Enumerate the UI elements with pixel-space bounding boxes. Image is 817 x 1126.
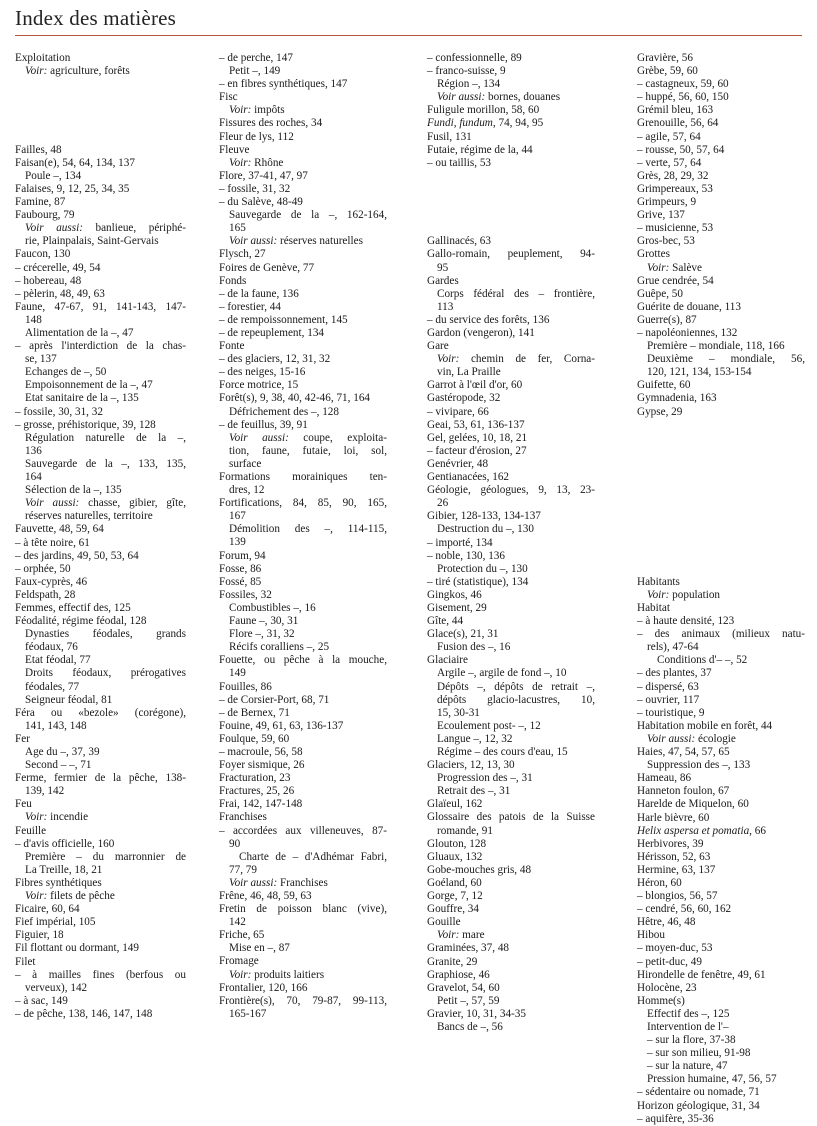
- index-entry: – cendré, 56, 60, 162: [637, 903, 732, 916]
- index-entry: – de rempoissonnement, 145: [219, 313, 348, 326]
- index-entry: Gravière, 56: [637, 52, 693, 64]
- index-entry: Gingkos, 46: [427, 588, 482, 601]
- index-entry: – facteur d'érosion, 27: [427, 444, 527, 457]
- index-entry: – d'avis officielle, 160: [15, 837, 115, 850]
- index-subentry: Voir: filets de pêche: [25, 890, 115, 903]
- index-subentry: 142: [229, 916, 246, 929]
- index-subentry: Retrait des –, 31: [437, 785, 511, 798]
- index-entry: Fil flottant ou dormant, 149: [15, 942, 139, 955]
- index-subentry: Sauvegarde de la –, 162-164,: [229, 209, 387, 222]
- title-rule: [15, 35, 802, 36]
- index-entry: – des jardins, 49, 50, 53, 64: [15, 549, 139, 562]
- index-subentry: Conditions d'– –, 52: [657, 654, 748, 667]
- index-entry: – des animaux (milieux natu-: [637, 628, 805, 641]
- index-entry: Fouilles, 86: [219, 680, 272, 693]
- index-entry: Gluaux, 132: [427, 850, 483, 863]
- index-subentry: Voir: Rhône: [229, 156, 284, 169]
- index-entry: – fossile, 31, 32: [219, 182, 291, 195]
- index-entry: Foulque, 59, 60: [219, 732, 290, 745]
- index-entry: – fossile, 30, 31, 32: [15, 405, 103, 418]
- index-entry: – à mailles fines (berfous ou: [15, 968, 186, 981]
- index-subentry: Deuxième – mondiale, 56,: [647, 353, 805, 366]
- index-entry: Fouette, ou pêche à la mouche,: [219, 654, 387, 667]
- index-subentry: Combustibles –, 16: [229, 601, 316, 614]
- index-entry: – de repeuplement, 134: [219, 326, 325, 339]
- index-entry: Forêt(s), 9, 38, 40, 42-46, 71, 164: [219, 392, 371, 405]
- index-entry: – tiré (statistique), 134: [427, 575, 529, 588]
- index-subentry: Voir: Salève: [647, 261, 702, 274]
- index-entry: – blongios, 56, 57: [637, 890, 718, 903]
- index-entry: – des neiges, 15-16: [219, 366, 306, 379]
- index-subentry: dres, 12: [229, 484, 265, 497]
- index-subentry: rels), 47-64: [647, 641, 699, 654]
- index-subentry: 113: [437, 300, 454, 313]
- index-entry: – de perche, 147: [219, 52, 293, 64]
- index-entry: Foyer sismique, 26: [219, 759, 305, 772]
- index-entry: Harle bièvre, 60: [637, 811, 710, 824]
- index-subentry: 136: [25, 444, 42, 457]
- index-subentry: Dépôts –, dépôts de retrait –,: [437, 680, 595, 693]
- index-subentry: Effectif des –, 125: [647, 1007, 730, 1020]
- index-entry: Habitants: [637, 575, 680, 588]
- index-entry: Force motrice, 15: [219, 379, 299, 392]
- index-entry: Garrot à l'œil d'or, 60: [427, 379, 523, 392]
- index-subentry: 90: [229, 837, 241, 850]
- index-entry: Gouffre, 34: [427, 903, 479, 916]
- index-subentry: 165: [229, 222, 246, 235]
- index-subentry: Fusion des –, 16: [437, 641, 511, 654]
- index-entry: Fibres synthétiques: [15, 876, 102, 889]
- index-subentry: 15, 30-31: [437, 706, 480, 719]
- index-entry: Grémil bleu, 163: [637, 104, 714, 117]
- index-entry: Helix aspersa et pomatia, 66: [637, 824, 766, 837]
- index-subentry: Seigneur féodal, 81: [25, 693, 113, 706]
- index-subentry: Charte de – d'Adhémar Fabri,: [239, 850, 387, 863]
- index-entry: Glaciaire: [427, 654, 468, 667]
- index-entry: Fromage: [219, 955, 259, 968]
- index-subentry: Progression des –, 31: [437, 772, 533, 785]
- index-subentry: dépôts glacio-lacustres, 10,: [437, 693, 595, 706]
- index-subentry: Régulation naturelle de la –,: [25, 431, 186, 444]
- index-entry: Gros-bec, 53: [637, 235, 695, 248]
- index-entry: Ferme, fermier de la pêche, 138-: [15, 772, 186, 785]
- index-subentry: Voir: agriculture, forêts: [25, 65, 130, 78]
- index-entry: Graphiose, 46: [427, 968, 490, 981]
- index-entry: – musicienne, 53: [637, 222, 714, 235]
- index-entry: – moyen-duc, 53: [637, 942, 713, 955]
- index-entry: Harelde de Miquelon, 60: [637, 798, 749, 811]
- index-entry: – à tête noire, 61: [15, 536, 90, 549]
- index-entry: – du service des forêts, 136: [427, 313, 550, 326]
- index-entry: Fissures des roches, 34: [219, 117, 323, 130]
- index-entry: – huppé, 56, 60, 150: [637, 91, 729, 104]
- index-entry: Geai, 53, 61, 136-137: [427, 418, 525, 431]
- index-subentry: Etat sanitaire de la –, 135: [25, 392, 139, 405]
- index-subentry: Voir: produits laitiers: [229, 968, 325, 981]
- index-subentry: 120, 121, 134, 153-154: [647, 366, 752, 379]
- index-subentry: Petit –, 57, 59: [437, 994, 500, 1007]
- index-entry: – touristique, 9: [637, 706, 705, 719]
- index-subentry: 26: [437, 497, 449, 510]
- index-entry: Exploitation: [15, 52, 71, 64]
- index-subentry: Dynasties féodales, grands: [25, 628, 186, 641]
- index-entry: Forum, 94: [219, 549, 266, 562]
- index-entry: Guêpe, 50: [637, 287, 683, 300]
- index-subentry: Voir aussi: réserves naturelles: [229, 235, 363, 248]
- index-entry: Glace(s), 21, 31: [427, 628, 499, 641]
- index-entry: – napoléoniennes, 132: [637, 326, 738, 339]
- index-subentry: Second – –, 71: [25, 759, 92, 772]
- index-subentry: rie, Plainpalais, Saint-Gervais: [25, 235, 159, 248]
- index-entry: Homme(s): [637, 994, 685, 1007]
- index-entry: Faune, 47-67, 91, 141-143, 147-: [15, 300, 186, 313]
- index-subentry: Suppression des –, 133: [647, 759, 751, 772]
- index-entry: Famine, 87: [15, 196, 66, 209]
- index-entry: Fer: [15, 732, 30, 745]
- index-entry: Flysch, 27: [219, 248, 266, 261]
- index-subentry: Faune –, 30, 31: [229, 615, 299, 628]
- index-entry: Holocène, 23: [637, 981, 697, 994]
- index-entry: Gisement, 29: [427, 601, 487, 614]
- index-entry: Feu: [15, 798, 32, 811]
- index-entry: – du Salève, 48-49: [219, 196, 303, 209]
- index-subentry: Région –, 134: [437, 78, 501, 91]
- index-entry: Frontière(s), 70, 79-87, 99-113,: [219, 994, 387, 1007]
- entry-spacer: [427, 170, 595, 236]
- index-entry: Hérisson, 52, 63: [637, 850, 711, 863]
- index-entry: Grèbe, 59, 60: [637, 65, 698, 78]
- index-subentry: 139: [229, 536, 246, 549]
- index-subentry: Régime – des cours d'eau, 15: [437, 746, 568, 758]
- index-entry: Grottes: [637, 248, 670, 261]
- index-entry: Genévrier, 48: [427, 457, 489, 470]
- index-entry: – confessionnelle, 89: [427, 52, 522, 64]
- index-subentry: féodales, 77: [25, 680, 80, 693]
- index-entry: Gravelot, 54, 60: [427, 981, 500, 994]
- index-subentry: Voir aussi: coupe, exploita-: [229, 431, 387, 444]
- index-entry: Faux-cyprès, 46: [15, 575, 88, 588]
- index-subentry: Corps fédéral des – frontière,: [437, 287, 595, 300]
- index-column-3: [427, 52, 595, 1034]
- index-entry: – sédentaire ou nomade, 71: [637, 1086, 760, 1099]
- index-subentry: Voir: mare: [437, 929, 485, 942]
- index-entry: Gravier, 10, 31, 34-35: [427, 1007, 526, 1020]
- index-entry: Féodalité, régime féodal, 128: [15, 615, 147, 628]
- index-entry: Faubourg, 79: [15, 209, 75, 222]
- page-title: Index des matières: [15, 6, 177, 30]
- index-entry: Gardes: [427, 274, 459, 287]
- index-entry: Gallinacés, 63: [427, 235, 491, 248]
- index-entry: Granite, 29: [427, 955, 478, 968]
- index-entry: Glaïeul, 162: [427, 798, 483, 811]
- index-entry: Horizon géologique, 31, 34: [637, 1099, 760, 1112]
- index-entry: Fractures, 25, 26: [219, 785, 295, 798]
- index-subentry: 77, 79: [229, 863, 257, 876]
- index-subentry: Droits féodaux, prérogatives: [25, 667, 186, 680]
- index-subentry: Défrichement des –, 128: [229, 405, 339, 418]
- index-entry: – macroule, 56, 58: [219, 745, 303, 758]
- index-entry: Faucon, 130: [15, 248, 71, 261]
- index-subentry: tion, faune, futaie, loi, sol,: [229, 444, 387, 457]
- index-entry: – des glaciers, 12, 31, 32: [219, 353, 331, 366]
- index-entry: Fief impérial, 105: [15, 916, 96, 929]
- index-entry: Fosse, 86: [219, 562, 262, 575]
- index-entry: Glossaire des patois de la Suisse: [427, 811, 595, 824]
- index-subentry: Protection du –, 130: [437, 562, 528, 575]
- index-subentry: 165-167: [229, 1007, 267, 1020]
- index-entry: Frêne, 46, 48, 59, 63: [219, 890, 312, 902]
- entry-spacer: [15, 78, 186, 144]
- index-entry: Formations morainiques ten-: [219, 471, 387, 483]
- index-subentry: surface: [229, 457, 262, 470]
- index-subentry: Empoisonnement de la –, 47: [25, 379, 153, 392]
- index-subentry: Voir: chemin de fer, Corna-: [437, 353, 595, 366]
- index-subentry: Première – mondiale, 118, 166: [647, 340, 785, 353]
- index-subentry: Sauvegarde de la –, 133, 135,: [25, 457, 186, 470]
- index-entry: Glaciers, 12, 13, 30: [427, 759, 515, 772]
- index-entry: Hêtre, 46, 48: [637, 916, 696, 929]
- index-subentry: 139, 142: [25, 785, 65, 798]
- index-entry: – à haute densité, 123: [637, 615, 735, 628]
- index-subentry: Voir: impôts: [229, 104, 285, 117]
- index-subentry: Voir: incendie: [25, 811, 89, 824]
- index-subentry: Mise en –, 87: [229, 942, 290, 955]
- index-entry: Figuier, 18: [15, 929, 64, 942]
- index-subentry: Ecoulement post- –, 12: [437, 719, 541, 732]
- index-subentry: Récifs coralliens –, 25: [229, 641, 330, 654]
- index-entry: Hanneton foulon, 67: [637, 785, 730, 798]
- index-subentry: – sur son milieu, 91-98: [647, 1047, 751, 1060]
- index-entry: – noble, 130, 136: [427, 549, 505, 562]
- index-entry: Gobe-mouches gris, 48: [427, 863, 532, 876]
- index-entry: Femmes, effectif des, 125: [15, 601, 131, 614]
- index-subentry: vin, La Praille: [437, 366, 501, 379]
- index-entry: Flore, 37-41, 47, 97: [219, 169, 308, 182]
- index-entry: Haies, 47, 54, 57, 65: [637, 746, 730, 759]
- index-entry: Franchises: [219, 811, 267, 824]
- index-entry: Herbivores, 39: [637, 837, 704, 850]
- index-entry: Frontalier, 120, 166: [219, 981, 308, 994]
- index-entry: – ou taillis, 53: [427, 156, 492, 169]
- index-entry: Failles, 48: [15, 143, 62, 156]
- index-entry: Gare: [427, 340, 449, 353]
- index-subentry: 149: [229, 667, 246, 680]
- index-subentry: romande, 91: [437, 824, 493, 837]
- index-entry: Fusil, 131: [427, 130, 472, 143]
- index-subentry: Petit –, 149: [229, 65, 281, 78]
- index-entry: Goéland, 60: [427, 876, 482, 889]
- index-subentry: Voir: population: [647, 588, 721, 601]
- index-subentry: Intervention de l'–: [647, 1021, 729, 1033]
- index-subentry: Voir aussi: écologie: [647, 732, 736, 745]
- index-subentry: 95: [437, 261, 449, 274]
- index-entry: Fleur de lys, 112: [219, 130, 294, 143]
- index-entry: – ouvrier, 117: [637, 693, 700, 706]
- index-entry: – verte, 57, 64: [637, 156, 702, 169]
- index-entry: – orphée, 50: [15, 562, 71, 575]
- index-subentry: Voir aussi: Franchises: [229, 876, 328, 889]
- index-column-4: [637, 52, 805, 1126]
- index-entry: Grive, 137: [637, 209, 685, 222]
- index-entry: Géologie, géologues, 9, 13, 23-: [427, 484, 595, 497]
- index-subentry: Sélection de la –, 135: [25, 484, 122, 497]
- index-entry: – forestier, 44: [219, 300, 281, 313]
- index-entry: – à sac, 149: [15, 994, 68, 1007]
- index-entry: Frai, 142, 147-148: [219, 798, 303, 811]
- index-entry: Fretin de poisson blanc (vive),: [219, 903, 387, 916]
- index-entry: – des plantes, 37: [637, 667, 712, 680]
- index-entry: – castagneux, 59, 60: [637, 78, 729, 91]
- index-entry: Gorge, 7, 12: [427, 890, 483, 903]
- index-entry: – dispersé, 63: [637, 680, 699, 693]
- index-entry: – après l'interdiction de la chas-: [15, 340, 186, 353]
- index-entry: Gentianacées, 162: [427, 471, 510, 484]
- index-entry: – accordées aux villeneuves, 87-: [219, 824, 387, 837]
- index-subentry: verveux), 142: [25, 981, 88, 994]
- index-entry: – agile, 57, 64: [637, 130, 701, 143]
- index-entry: – pèlerin, 48, 49, 63: [15, 287, 105, 300]
- index-entry: Fonds: [219, 274, 247, 287]
- index-entry: Gîte, 44: [427, 615, 464, 628]
- index-subentry: réserves naturelles, territoire: [25, 510, 153, 523]
- index-entry: Ficaire, 60, 64: [15, 903, 80, 916]
- index-subentry: La Treille, 18, 21: [25, 863, 103, 876]
- index-entry: Gymnadenia, 163: [637, 392, 717, 405]
- index-entry: – en fibres synthétiques, 147: [219, 78, 348, 91]
- index-entry: Feldspath, 28: [15, 588, 76, 601]
- index-entry: – de Bernex, 71: [219, 706, 290, 719]
- index-entry: Fuligule morillon, 58, 60: [427, 104, 540, 117]
- index-entry: – de la faune, 136: [219, 287, 299, 300]
- index-entry: Habitation mobile en forêt, 44: [637, 719, 773, 732]
- index-subentry: 167: [229, 510, 246, 523]
- index-entry: Graminées, 37, 48: [427, 942, 510, 955]
- index-entry: Friche, 65: [219, 929, 265, 942]
- index-entry: Fossé, 85: [219, 575, 262, 588]
- index-subentry: 148: [25, 313, 42, 326]
- index-entry: Fouine, 49, 61, 63, 136-137: [219, 719, 344, 732]
- index-column-1: [15, 52, 186, 1021]
- index-entry: Filet: [15, 955, 36, 968]
- index-entry: Gallo-romain, peuplement, 94-: [427, 248, 595, 261]
- index-subentry: Etat féodal, 77: [25, 654, 91, 667]
- index-subentry: – sur la flore, 37-38: [647, 1034, 736, 1047]
- index-entry: – aquifère, 35-36: [637, 1112, 714, 1125]
- index-entry: Guérite de douane, 113: [637, 300, 741, 313]
- index-subentry: se, 137: [25, 353, 57, 366]
- index-entry: Fauvette, 48, 59, 64: [15, 523, 104, 536]
- index-subentry: 164: [25, 471, 42, 484]
- index-subentry: 141, 143, 148: [25, 719, 87, 732]
- index-entry: Gardon (vengeron), 141: [427, 327, 535, 339]
- index-entry: – importé, 134: [427, 536, 493, 549]
- index-subentry: Poule –, 134: [25, 169, 82, 182]
- index-entry: – crécerelle, 49, 54: [15, 261, 101, 274]
- index-entry: – vivipare, 66: [427, 405, 489, 418]
- index-subentry: Voir aussi: bornes, douanes: [437, 91, 561, 104]
- index-entry: – de pêche, 138, 146, 147, 148: [15, 1007, 153, 1020]
- index-entry: Glouton, 128: [427, 837, 487, 850]
- index-entry: Gypse, 29: [637, 405, 683, 418]
- index-entry: – franco-suisse, 9: [427, 65, 506, 78]
- index-entry: Grès, 28, 29, 32: [637, 169, 709, 182]
- index-entry: Gel, gelées, 10, 18, 21: [427, 431, 528, 444]
- index-entry: – de feuillus, 39, 91: [219, 418, 308, 431]
- index-entry: Fleuve: [219, 143, 250, 156]
- index-entry: Guifette, 60: [637, 379, 691, 392]
- index-entry: Fonte: [219, 340, 245, 353]
- index-entry: – hobereau, 48: [15, 274, 82, 287]
- index-entry: Fundi, fundum, 74, 94, 95: [427, 117, 544, 130]
- index-entry: Feuille: [15, 824, 47, 837]
- index-entry: Fortifications, 84, 85, 90, 165,: [219, 497, 387, 510]
- index-entry: – petit-duc, 49: [637, 955, 702, 968]
- index-entry: Guerre(s), 87: [637, 313, 697, 326]
- index-entry: Gouille: [427, 916, 461, 929]
- index-entry: – de Corsier-Port, 68, 71: [219, 693, 330, 706]
- index-entry: Grenouille, 56, 64: [637, 117, 719, 130]
- index-entry: Fracturation, 23: [219, 772, 291, 785]
- index-subentry: Alimentation de la –, 47: [25, 327, 134, 339]
- index-entry: Hirondelle de fenêtre, 49, 61: [637, 968, 766, 981]
- index-entry: Habitat: [637, 602, 670, 614]
- index-entry: Grue cendrée, 54: [637, 274, 714, 287]
- index-entry: Faisan(e), 54, 64, 134, 137: [15, 156, 135, 169]
- index-subentry: Flore –, 31, 32: [229, 628, 295, 641]
- index-subentry: Argile –, argile de fond –, 10: [437, 667, 567, 680]
- index-entry: Grimpeurs, 9: [637, 196, 697, 209]
- index-entry: Hibou: [637, 929, 665, 942]
- index-entry: Hermine, 63, 137: [637, 863, 716, 876]
- index-subentry: – sur la nature, 47: [647, 1060, 728, 1073]
- index-entry: Féra ou «bezole» (corégone),: [15, 706, 186, 719]
- entry-spacer: [637, 419, 805, 576]
- index-entry: Hameau, 86: [637, 772, 692, 785]
- index-subentry: Voir aussi: chasse, gibier, gîte,: [25, 497, 186, 510]
- index-entry: – grosse, préhistorique, 39, 128: [15, 418, 156, 431]
- index-entry: Héron, 60: [637, 876, 682, 889]
- index-subentry: Age du –, 37, 39: [25, 746, 100, 758]
- index-subentry: Pression humaine, 47, 56, 57: [647, 1073, 777, 1086]
- index-subentry: Voir aussi: banlieue, périphé-: [25, 222, 186, 235]
- index-subentry: Première – du marronnier de: [25, 850, 186, 863]
- index-subentry: Langue –, 12, 32: [437, 732, 513, 745]
- index-subentry: Echanges de –, 50: [25, 366, 107, 379]
- index-entry: Futaie, régime de la, 44: [427, 143, 533, 156]
- index-entry: Gibier, 128-133, 134-137: [427, 510, 541, 523]
- index-entry: – rousse, 50, 57, 64: [637, 143, 725, 156]
- index-subentry: Bancs de –, 56: [437, 1020, 503, 1033]
- index-entry: Fisc: [219, 91, 238, 104]
- index-subentry: féodaux, 76: [25, 641, 78, 654]
- index-entry: Grimpereaux, 53: [637, 182, 713, 195]
- index-subentry: Démolition des –, 114-115,: [229, 523, 387, 536]
- index-entry: Fossiles, 32: [219, 588, 272, 601]
- index-entry: Gastéropode, 32: [427, 392, 501, 405]
- index-entry: Falaises, 9, 12, 25, 34, 35: [15, 182, 130, 195]
- index-entry: Foires de Genève, 77: [219, 261, 315, 274]
- index-column-2: [219, 52, 387, 1021]
- index-subentry: Destruction du –, 130: [437, 523, 534, 536]
